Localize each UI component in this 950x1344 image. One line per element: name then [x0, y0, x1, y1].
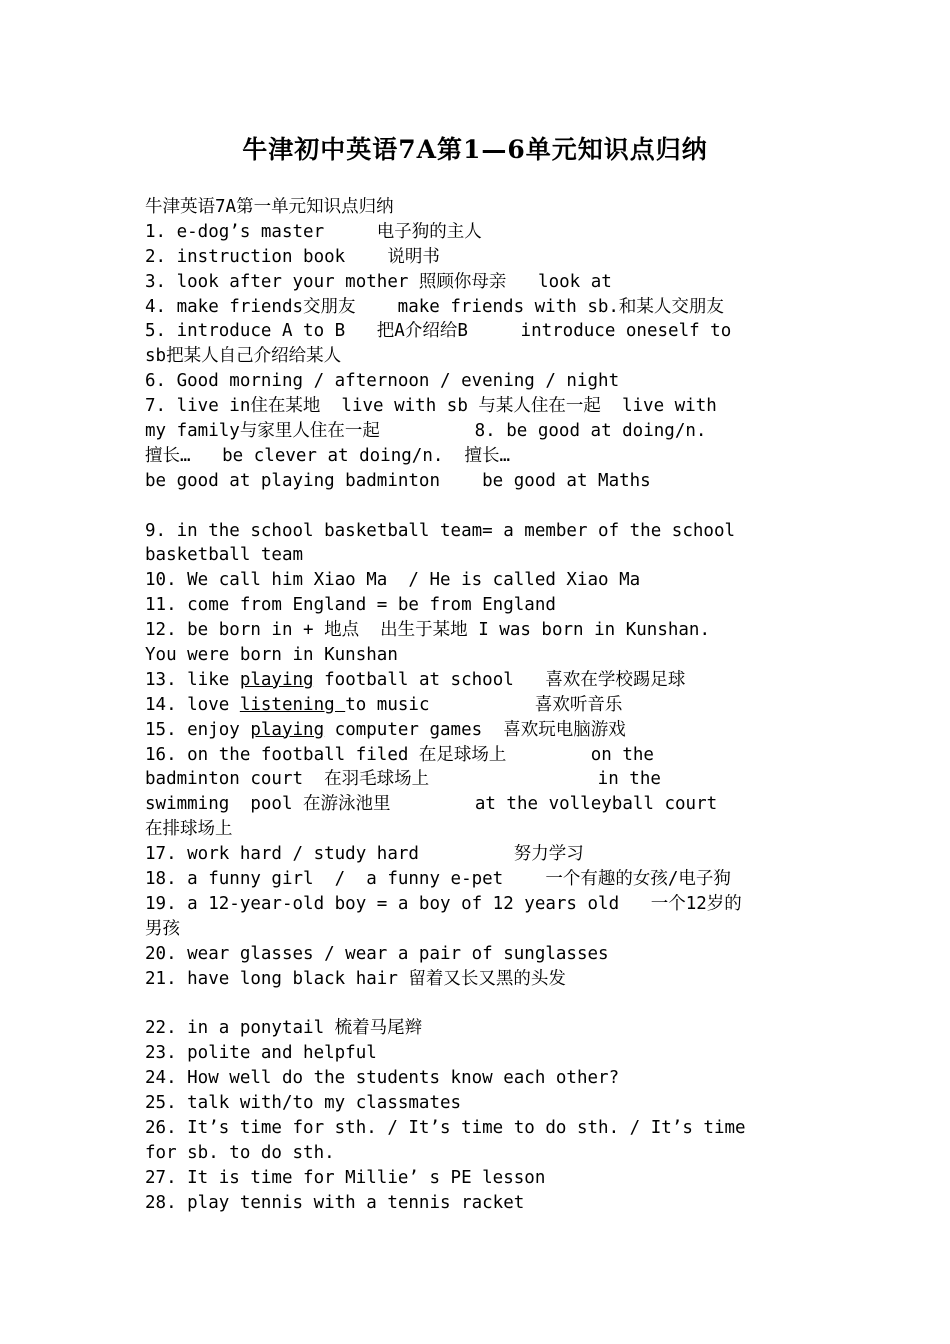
text-line: basketball team	[145, 545, 304, 566]
text-line: 25. talk with/to my classmates	[145, 1093, 462, 1114]
document-body	[145, 195, 810, 1216]
text-line: 13. like playing football at school 喜欢在学校踢足球	[145, 669, 686, 690]
text-line: 22. in a ponytail 梳着马尾辫	[145, 1018, 423, 1039]
text-line: 21. have long black hair 留着又长又黑的头发	[145, 968, 566, 989]
text-line: for sb. to do sth.	[145, 1142, 335, 1163]
text-line: 28. play tennis with a tennis racket	[145, 1192, 525, 1213]
text-line: 2. instruction book 说明书	[145, 246, 440, 267]
document-title: 牛津初中英语7A第1—6单元知识点归纳	[242, 135, 708, 164]
text-line: 18. a funny girl / a funny e-pet 一个有趣的女孩/电子狗	[145, 869, 731, 890]
text-line: 5. introduce A to B 把A介绍给B introduce oneself to	[145, 321, 732, 342]
text-line: 牛津英语7A第一单元知识点归纳	[145, 197, 394, 217]
text-line: 23. polite and helpful	[145, 1043, 377, 1064]
text-line: You were born in Kunshan	[145, 645, 398, 666]
underlined-word: playing	[250, 719, 325, 740]
text-line: 20. wear glasses / wear a pair of sunglasses	[145, 943, 609, 964]
text-line: 24. How well do the students know each other?	[145, 1068, 620, 1089]
text-line: 10. We call him Xiao Ma / He is called Xiao Ma	[145, 570, 641, 591]
text-line: 19. a 12-year-old boy = a boy of 12 years old 一个12岁的	[145, 893, 742, 914]
text-line: badminton court 在羽毛球场上 in the	[145, 769, 661, 790]
underlined-word: playing	[239, 669, 314, 690]
text-line	[145, 494, 810, 519]
text-line: sb把某人自己介绍给某人	[145, 346, 342, 367]
text-line: 6. Good morning / afternoon / evening / night	[145, 371, 620, 392]
text-line: 16. on the football filed 在足球场上 on the	[145, 744, 654, 765]
text-line: 在排球场上	[145, 819, 233, 840]
text-line: 26. It’s time for sth. / It’s time to do sth. / It’s time	[145, 1117, 746, 1138]
text-line: 11. come from England = be from England	[145, 595, 556, 616]
text-line: 17. work hard / study hard 努力学习	[145, 844, 584, 865]
text-line: 14. love listening to music 喜欢听音乐	[145, 694, 623, 715]
text-line: 3. look after your mother 照顾你母亲 look at	[145, 271, 612, 292]
text-line: 4. make friends交朋友 make friends with sb.和某人交朋友	[145, 296, 724, 317]
underlined-word: listening	[239, 694, 346, 715]
text-line: 7. live in住在某地 live with sb 与某人住在一起 live with	[145, 396, 717, 417]
text-line: swimming pool 在游泳池里 at the volleyball court	[145, 794, 718, 815]
text-line: 27. It is time for Millie’ s PE lesson	[145, 1167, 546, 1188]
text-line	[145, 992, 810, 1017]
text-line: be good at playing badminton be good at Maths	[145, 470, 651, 491]
text-line: 15. enjoy playing computer games 喜欢玩电脑游戏	[145, 719, 626, 740]
text-line: 擅长… be clever at doing/n. 擅长…	[145, 445, 511, 466]
text-line: 男孩	[145, 918, 180, 939]
text-line: 1. e-dog’s master 电子狗的主人	[145, 221, 482, 242]
text-line: my family与家里人住在一起 8. be good at doing/n.	[145, 421, 707, 442]
text-line: 12. be born in + 地点 出生于某地 I was born in Kunshan.	[145, 620, 711, 641]
text-line: 9. in the school basketball team= a member of the school	[145, 520, 736, 541]
